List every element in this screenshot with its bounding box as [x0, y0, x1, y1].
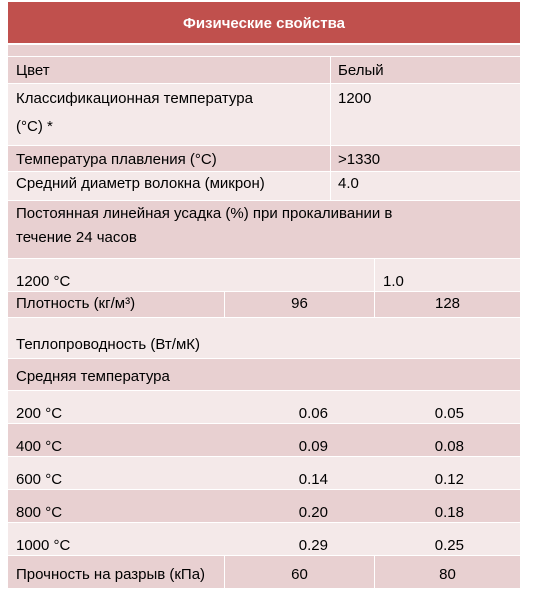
row-conductivity-800 — [8, 490, 520, 523]
melting-value-cell — [330, 146, 520, 171]
row-density — [8, 292, 520, 318]
row-thermal-conductivity — [8, 318, 520, 359]
row-classification-temp — [8, 84, 520, 146]
conductivity-value-a: 0.09 — [298, 438, 328, 455]
row-conductivity-1000 — [8, 523, 520, 556]
density-a-cell — [224, 292, 374, 317]
conductivity-value-a: 0.14 — [298, 471, 328, 488]
density-b-cell — [374, 292, 520, 317]
melting-value: >1330 — [338, 151, 381, 168]
shrinkage-value: 1.0 — [383, 273, 404, 290]
conductivity-value-a: 0.29 — [298, 537, 328, 554]
conductivity-value-b: 0.12 — [434, 471, 464, 488]
density-value-a: 96 — [291, 295, 308, 312]
conductivity-temp: 600 °C — [16, 471, 63, 488]
row-fiber-diameter — [8, 172, 520, 201]
properties-table — [8, 2, 520, 589]
mean-temperature-label: Средняя температура — [16, 368, 170, 385]
row-conductivity-600 — [8, 457, 520, 490]
shrinkage-value-cell — [374, 259, 520, 291]
row-mean-temperature — [8, 359, 520, 391]
conductivity-value-b: 0.18 — [434, 504, 464, 521]
tensile-a-cell — [224, 556, 374, 588]
row-tensile-strength — [8, 556, 520, 589]
fiber-diameter-label: Средний диаметр волокна (микрон) — [16, 175, 265, 192]
table-title: Физические свойства — [183, 15, 345, 32]
conductivity-value-b: 0.08 — [434, 438, 464, 455]
fiber-diameter-value-cell — [330, 172, 520, 200]
classification-value: 1200 — [338, 90, 372, 107]
tensile-b-cell — [374, 556, 520, 588]
conductivity-value-a: 0.06 — [298, 405, 328, 422]
shrinkage-label-line2: течение 24 часов — [16, 229, 137, 246]
row-shrinkage-label — [8, 201, 520, 259]
thermal-conductivity-label: Теплопроводность (Вт/мК) — [16, 336, 200, 353]
conductivity-value-b: 0.05 — [434, 405, 464, 422]
melting-label: Температура плавления (°C) — [16, 151, 217, 168]
color-value: Белый — [338, 62, 384, 79]
classification-label-line1: Классификационная температура — [16, 90, 253, 107]
color-value-cell — [330, 57, 520, 83]
row-conductivity-400 — [8, 424, 520, 457]
conductivity-temp: 200 °C — [16, 405, 63, 422]
fiber-diameter-value: 4.0 — [338, 175, 359, 192]
conductivity-value-b: 0.25 — [434, 537, 464, 554]
tensile-value-b: 80 — [439, 566, 456, 583]
density-value-b: 128 — [434, 295, 461, 312]
conductivity-temp: 800 °C — [16, 504, 63, 521]
shrinkage-temp: 1200 °C — [16, 273, 71, 290]
conductivity-temp: 1000 °C — [16, 537, 71, 554]
row-color — [8, 57, 520, 84]
header-spacer — [8, 45, 520, 57]
color-label: Цвет — [16, 62, 50, 79]
row-conductivity-200 — [8, 391, 520, 424]
tensile-value-a: 60 — [291, 566, 308, 583]
density-label: Плотность (кг/м³) — [16, 295, 136, 312]
conductivity-temp: 400 °C — [16, 438, 63, 455]
classification-label-line2: (°C) * — [16, 118, 53, 135]
table-header — [8, 2, 520, 45]
shrinkage-label-line1: Постоянная линейная усадка (%) при прокаливании в — [16, 205, 393, 222]
tensile-strength-label: Прочность на разрыв (кПа) — [16, 566, 206, 583]
conductivity-value-a: 0.20 — [298, 504, 328, 521]
row-melting-temp — [8, 146, 520, 172]
classification-value-cell — [330, 84, 520, 145]
row-shrinkage-value — [8, 259, 520, 292]
